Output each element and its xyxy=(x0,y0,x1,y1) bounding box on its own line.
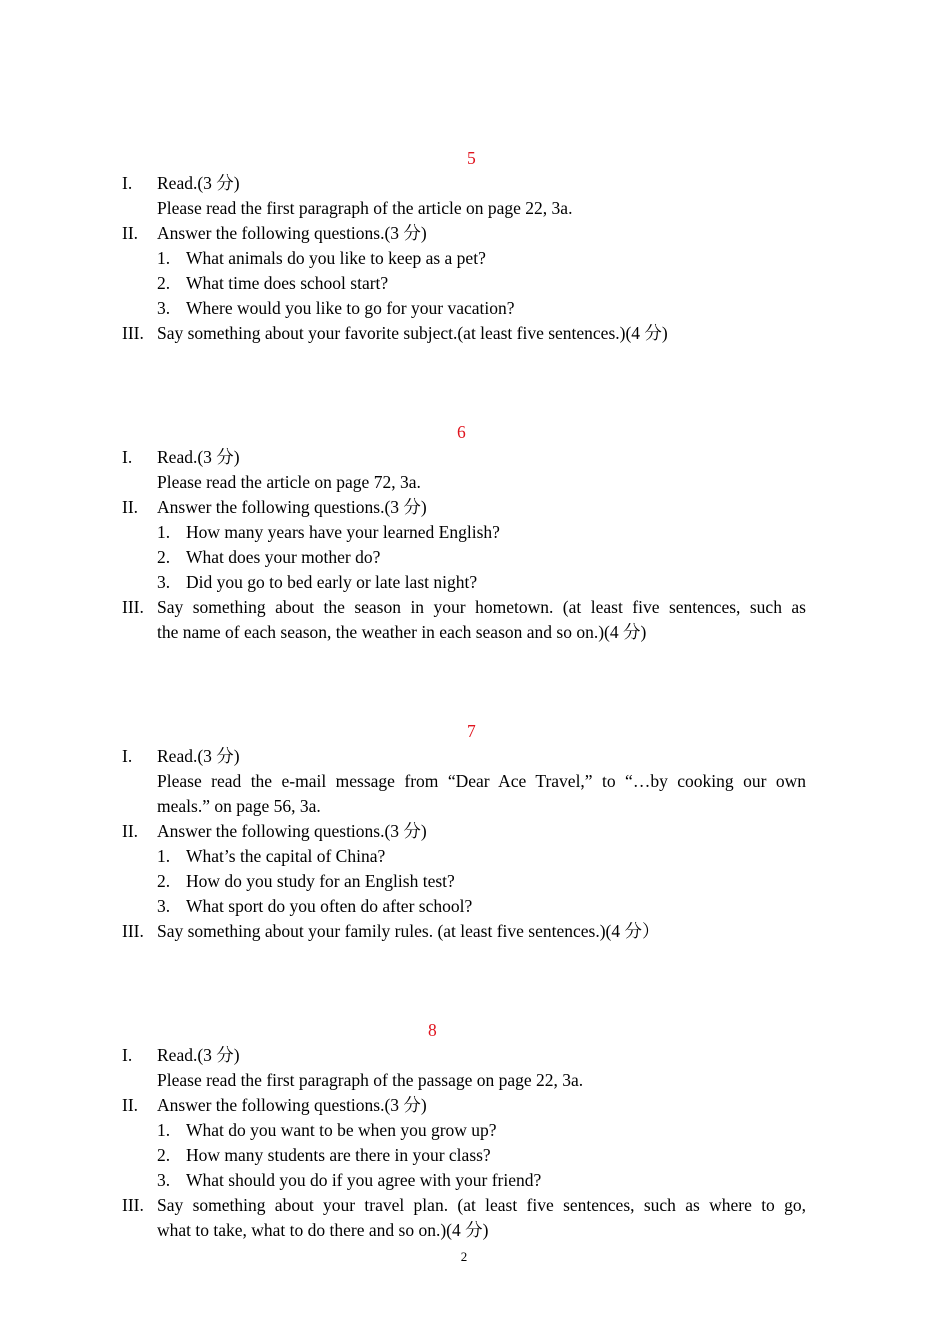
question-text: How many students are there in your class? xyxy=(186,1145,491,1165)
question-number: 1. xyxy=(157,248,171,268)
question-number: 3. xyxy=(157,896,171,916)
roman-numeral: III. xyxy=(122,1195,144,1215)
question-text: What sport do you often do after school? xyxy=(186,896,473,916)
question-item xyxy=(0,1118,950,1143)
part-read xyxy=(0,445,950,470)
part-questions xyxy=(0,221,950,246)
roman-numeral: II. xyxy=(122,821,139,841)
page-number: 2 xyxy=(460,1249,468,1264)
section-number: 8 xyxy=(428,1020,437,1040)
roman-numeral: I. xyxy=(122,447,133,467)
part-questions xyxy=(0,1093,950,1118)
question-number: 3. xyxy=(157,298,171,318)
part-title: Answer the following questions.(3 分) xyxy=(157,1095,427,1115)
question-item xyxy=(0,1168,950,1193)
question-text: What’s the capital of China? xyxy=(186,846,386,866)
question-number: 3. xyxy=(157,1170,171,1190)
question-item xyxy=(0,1143,950,1168)
section-number: 7 xyxy=(467,721,476,741)
roman-numeral: I. xyxy=(122,1045,133,1065)
question-item xyxy=(0,844,950,869)
section-number: 6 xyxy=(457,422,466,442)
part-questions xyxy=(0,819,950,844)
instruction-text: Please read the article on page 72, 3a. xyxy=(157,472,421,492)
read-instruction-cont xyxy=(0,794,950,819)
question-item xyxy=(0,246,950,271)
part-title: Say something about the season in your hometown. (at least five sentences, such as xyxy=(157,597,806,617)
part-title: Read.(3 分) xyxy=(157,173,240,193)
roman-numeral: III. xyxy=(122,921,144,941)
instruction-text-continued: meals.” on page 56, 3a. xyxy=(157,796,321,816)
part-title-continued: what to take, what to do there and so on.)(4 分) xyxy=(157,1220,489,1240)
question-item xyxy=(0,520,950,545)
question-text: How do you study for an English test? xyxy=(186,871,455,891)
question-number: 2. xyxy=(157,1145,171,1165)
question-item xyxy=(0,545,950,570)
roman-numeral: III. xyxy=(122,597,144,617)
roman-numeral: II. xyxy=(122,223,139,243)
part-title: Answer the following questions.(3 分) xyxy=(157,223,427,243)
instruction-text: Please read the e-mail message from “Dear Ace Travel,” to “…by cooking our own xyxy=(157,771,806,791)
question-text: What animals do you like to keep as a pet? xyxy=(186,248,486,268)
part-speaking-cont xyxy=(0,620,950,645)
part-read xyxy=(0,1043,950,1068)
part-speaking xyxy=(0,321,950,346)
roman-numeral: I. xyxy=(122,173,133,193)
question-text: Did you go to bed early or late last night? xyxy=(186,572,478,592)
roman-numeral: III. xyxy=(122,323,144,343)
part-title: Say something about your family rules. (at least five sentences.)(4 分） xyxy=(157,921,660,941)
question-number: 2. xyxy=(157,871,171,891)
question-number: 1. xyxy=(157,522,171,542)
question-text: What do you want to be when you grow up? xyxy=(186,1120,497,1140)
question-number: 3. xyxy=(157,572,171,592)
part-speaking xyxy=(0,1193,950,1218)
part-read xyxy=(0,171,950,196)
part-title: Say something about your favorite subject.(at least five sentences.)(4 分) xyxy=(157,323,668,343)
instruction-text: Please read the first paragraph of the passage on page 22, 3a. xyxy=(157,1070,584,1090)
question-number: 1. xyxy=(157,1120,171,1140)
read-instruction xyxy=(0,470,950,495)
question-text: What does your mother do? xyxy=(186,547,381,567)
part-title: Read.(3 分) xyxy=(157,1045,240,1065)
question-item xyxy=(0,570,950,595)
question-item xyxy=(0,869,950,894)
part-title: Answer the following questions.(3 分) xyxy=(157,821,427,841)
part-title: Say something about your travel plan. (at least five sentences, such as where to go, xyxy=(157,1195,806,1215)
part-read xyxy=(0,744,950,769)
question-item xyxy=(0,296,950,321)
question-item xyxy=(0,894,950,919)
question-text: Where would you like to go for your vacation? xyxy=(186,298,515,318)
part-speaking xyxy=(0,919,950,944)
instruction-text: Please read the first paragraph of the article on page 22, 3a. xyxy=(157,198,573,218)
roman-numeral: II. xyxy=(122,497,139,517)
question-number: 2. xyxy=(157,547,171,567)
part-questions xyxy=(0,495,950,520)
part-title: Read.(3 分) xyxy=(157,746,240,766)
question-item xyxy=(0,271,950,296)
section-number: 5 xyxy=(467,148,476,168)
read-instruction xyxy=(0,769,950,794)
read-instruction xyxy=(0,196,950,221)
question-text: How many years have your learned English? xyxy=(186,522,500,542)
part-title: Read.(3 分) xyxy=(157,447,240,467)
part-speaking xyxy=(0,595,950,620)
question-number: 2. xyxy=(157,273,171,293)
read-instruction xyxy=(0,1068,950,1093)
roman-numeral: I. xyxy=(122,746,133,766)
question-text: What should you do if you agree with your friend? xyxy=(186,1170,542,1190)
part-speaking-cont xyxy=(0,1218,950,1243)
question-number: 1. xyxy=(157,846,171,866)
part-title: Answer the following questions.(3 分) xyxy=(157,497,427,517)
roman-numeral: II. xyxy=(122,1095,139,1115)
question-text: What time does school start? xyxy=(186,273,389,293)
part-title-continued: the name of each season, the weather in each season and so on.)(4 分) xyxy=(157,622,647,642)
